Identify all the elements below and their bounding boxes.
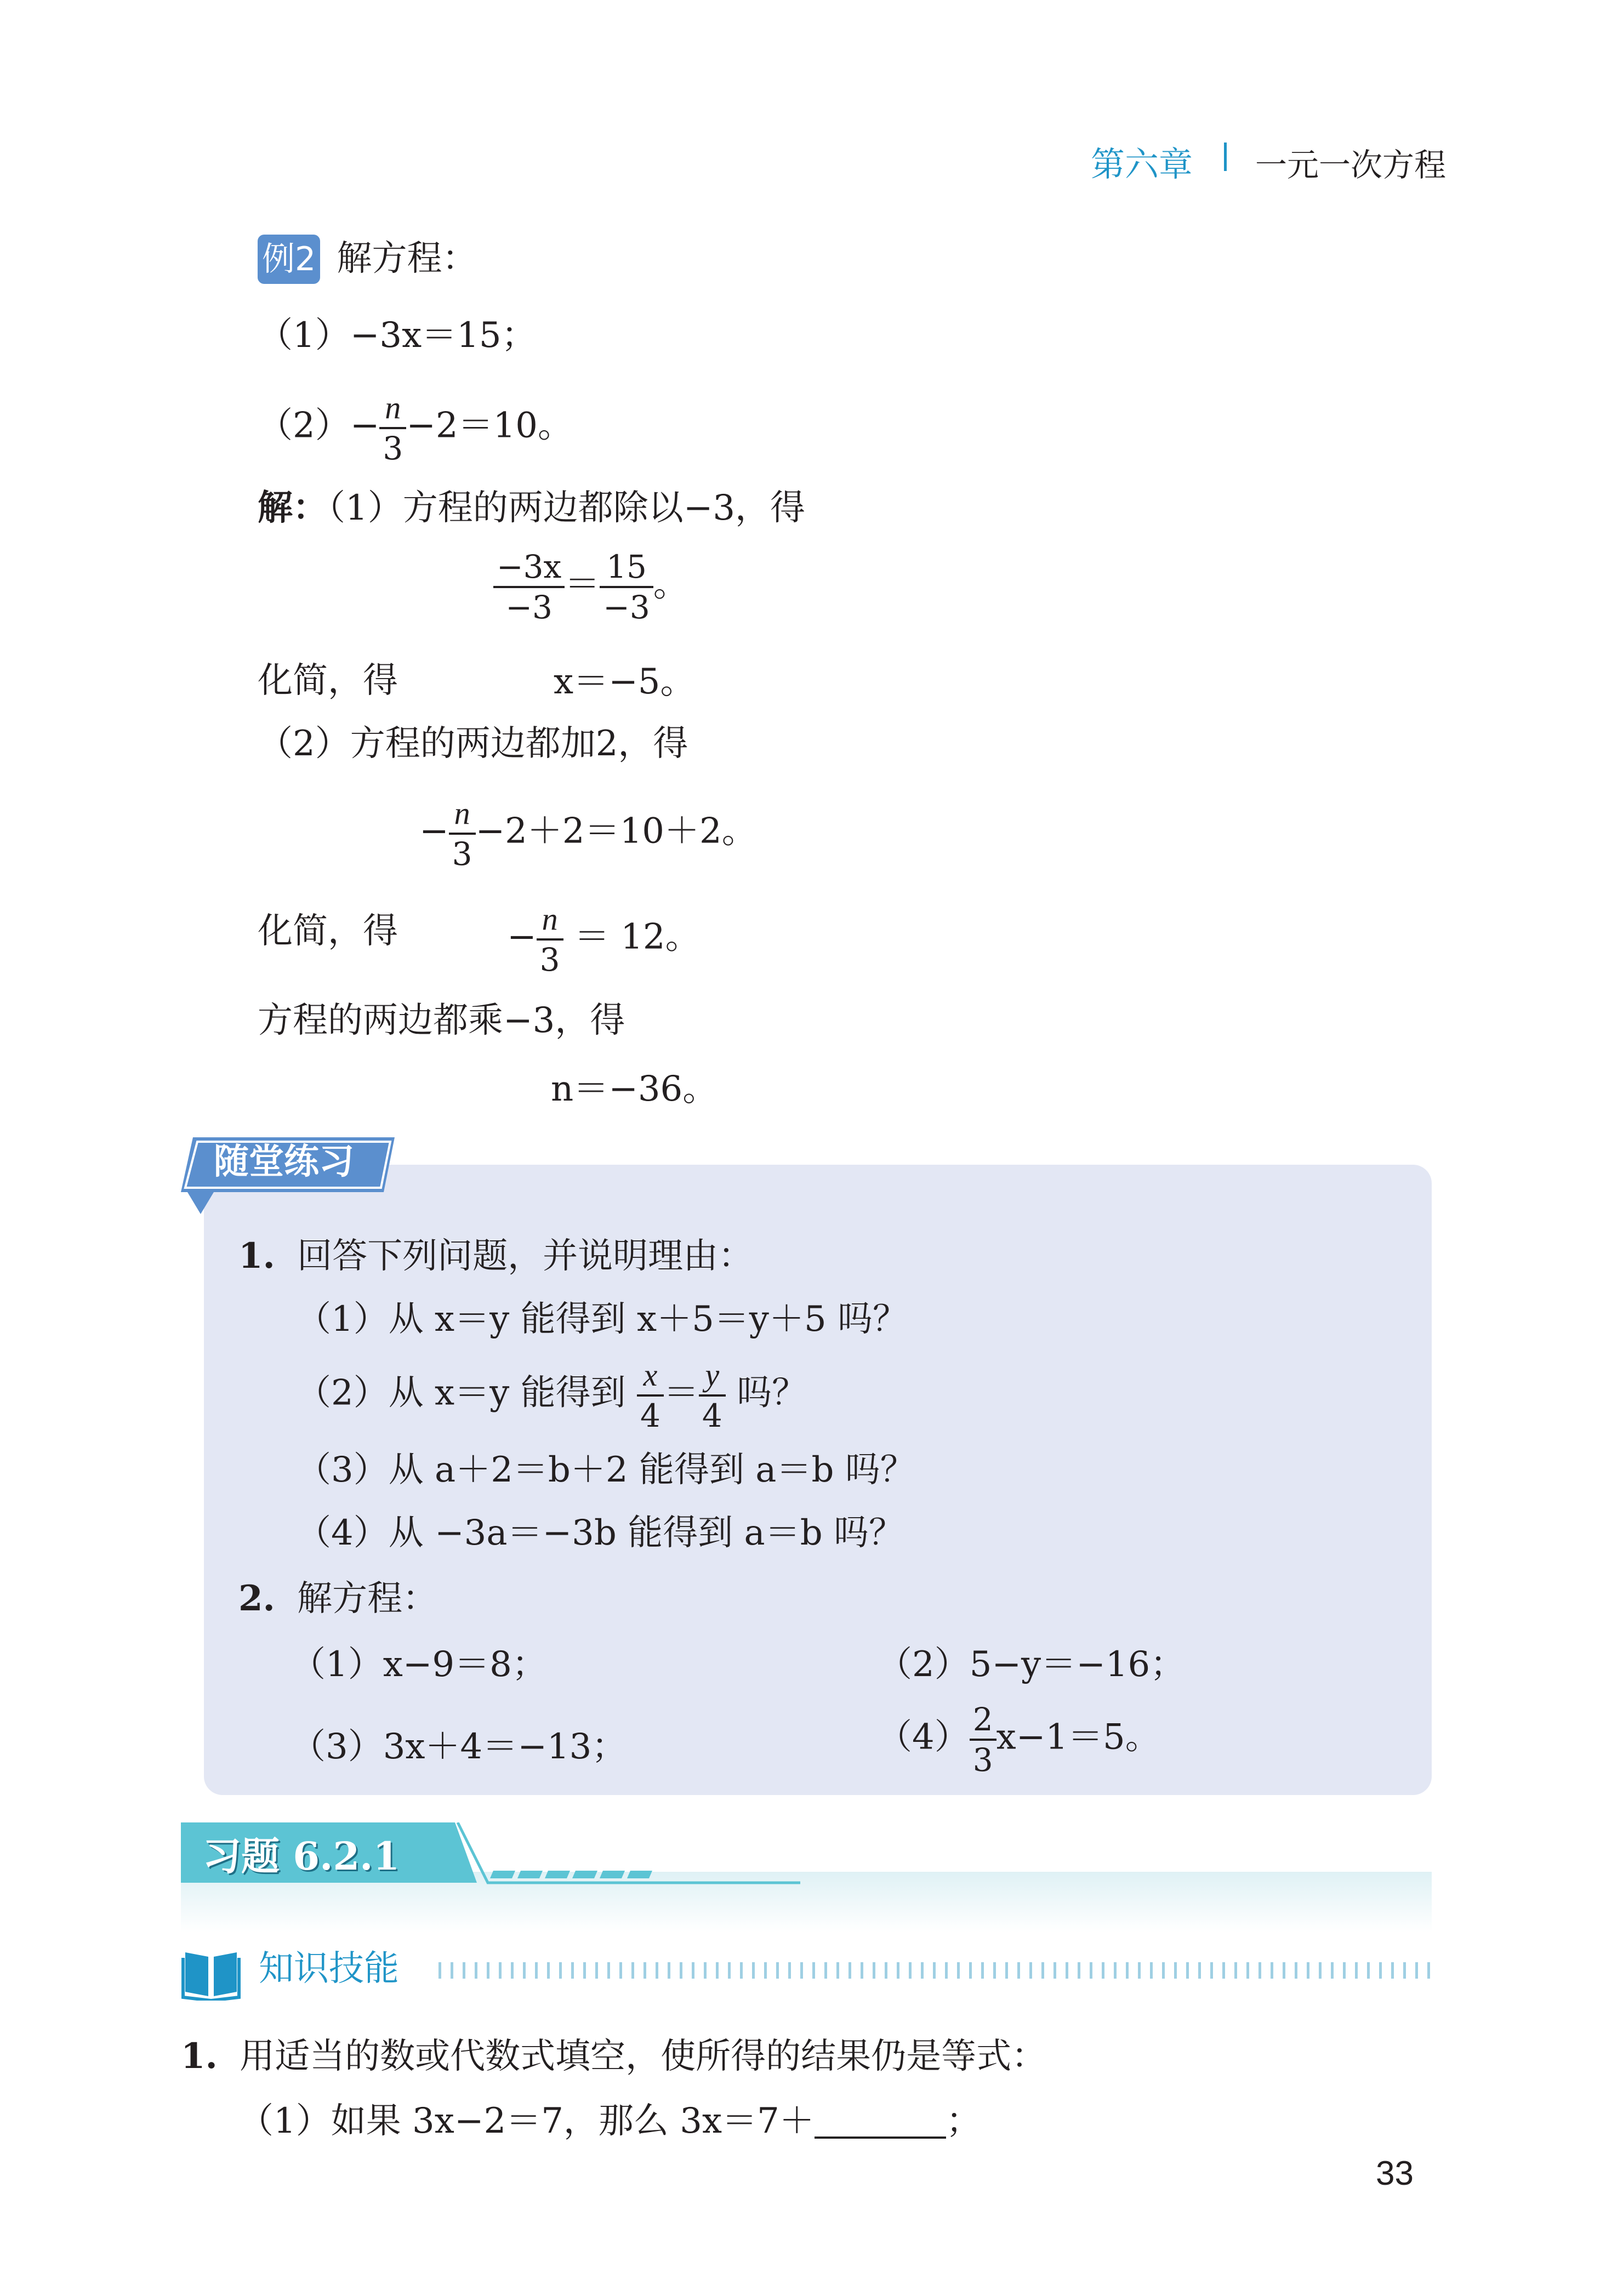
practice-q1-b: （2）从 x＝y 能得到 $\frac{x}{4}$ ＝ $\frac{y}{4}$ 吗？	[296, 1357, 807, 1434]
q2-neg: −	[350, 405, 380, 446]
step1-result: x＝−5。	[554, 662, 696, 702]
pq2d-fraction: $\frac{2}{3}$	[970, 1704, 996, 1776]
step1-end: 。	[653, 564, 688, 605]
practice-q2-a: （1）x−9＝8；	[291, 1644, 547, 1685]
step1-frac-right: $\frac{15}{-3}$	[600, 551, 653, 623]
exercise-banner-dashes	[490, 1871, 652, 1878]
pq1-number: 1.	[238, 1235, 275, 1277]
practice-q1-d: （4）从 −3a＝−3b 能得到 a＝b 吗？	[296, 1513, 904, 1553]
solution-step3: 方程的两边都乘−3，得	[258, 1000, 625, 1041]
exercise-q1-a: （1）如果 3x−2＝7，那么 3x＝7＋ ；	[238, 2101, 981, 2141]
practice-q2-b: （2）5−y＝−16；	[877, 1644, 1186, 1685]
eq1-text: 用适当的数或代数式填空，使所得的结果仍是等式：	[240, 2036, 1047, 2077]
practice-q2-d: （4） $\frac{2}{3}$ x−1＝5。	[877, 1701, 1160, 1779]
pq1-text: 回答下列问题，并说明理由：	[297, 1236, 754, 1277]
page-number: 33	[1376, 2155, 1414, 2192]
practice-q1	[238, 1235, 754, 1277]
step1-frac-left: $\frac{-3x}{-3}$	[493, 551, 565, 623]
exercise-title: 习题 6.2.1	[203, 1833, 400, 1879]
practice-q1-c: （3）从 a＋2＝b＋2 能得到 a＝b 吗？	[296, 1450, 915, 1490]
step1-text: （1）方程的两边都除以−3，得	[328, 488, 806, 528]
chapter-title: 一元一次方程	[1255, 146, 1447, 184]
q2-label: （2）	[258, 405, 350, 446]
step1-equation	[493, 548, 688, 626]
step2-simplified: − $\frac{n}{3}$ ＝ 12。	[507, 901, 701, 978]
simplify-label-1: 化简，得	[258, 660, 398, 701]
example-prompt: 解方程：	[337, 238, 477, 279]
solution-step2: （2）方程的两边都加2，得	[258, 723, 688, 764]
example-q2	[258, 390, 573, 467]
example-q1	[258, 315, 537, 356]
simplify-label-2: 化简，得	[258, 911, 398, 952]
pq1b-frac-right: $\frac{y}{4}$	[699, 1359, 726, 1432]
chapter-label: 第六章	[1091, 144, 1193, 184]
step1-eq: ＝	[565, 564, 600, 605]
practice-q2	[238, 1578, 438, 1619]
answer-blank[interactable]	[815, 2106, 946, 2139]
solution-label: 解：	[258, 488, 328, 528]
q2-fraction: $\frac{n}{3}$	[379, 392, 406, 464]
q1-label: （1）	[258, 315, 350, 356]
pq2-number: 2.	[238, 1578, 275, 1619]
final-result: n＝−36。	[551, 1069, 718, 1109]
practice-tab-tail	[187, 1192, 214, 1214]
header-separator	[1224, 143, 1227, 171]
example-badge: 例2	[258, 235, 320, 284]
book-icon	[181, 1946, 241, 2001]
pq1b-frac-left: $\frac{x}{4}$	[637, 1359, 664, 1432]
eq1-number: 1.	[181, 2036, 218, 2077]
exercise-q1	[181, 2036, 1047, 2077]
section-rule	[439, 1962, 1432, 1979]
step2-fraction: $\frac{n}{3}$	[449, 797, 476, 870]
q2-rest: −2＝10。	[406, 405, 573, 446]
step2-equation: − $\frac{n}{3}$ −2＋2＝10＋2。	[419, 795, 757, 873]
q1-expr: −3x＝15；	[350, 315, 537, 356]
pq2-text: 解方程：	[297, 1579, 438, 1619]
solution-step1	[258, 488, 806, 528]
practice-q2-c: （3）3x＋4＝−13；	[291, 1727, 627, 1767]
step2s-fraction: $\frac{n}{3}$	[537, 903, 563, 976]
practice-title: 随堂练习	[214, 1142, 354, 1182]
practice-q1-a: （1）从 x＝y 能得到 x＋5＝y＋5 吗？	[296, 1299, 908, 1340]
section-title: 知识技能	[259, 1949, 399, 1989]
example-heading	[258, 238, 477, 279]
